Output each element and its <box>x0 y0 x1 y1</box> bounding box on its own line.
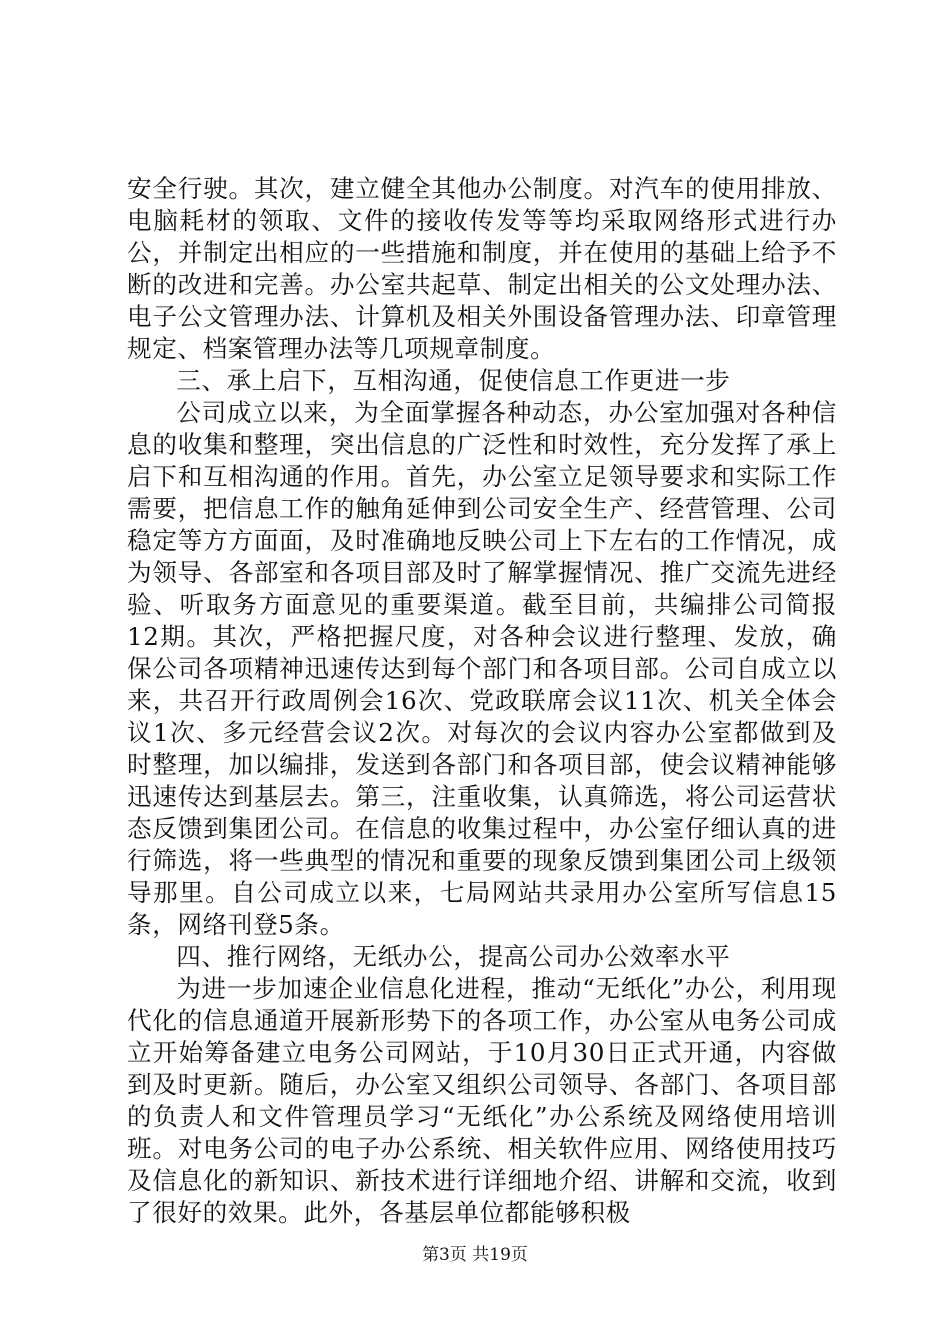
page-footer: 第3页 共19页 <box>422 1245 528 1265</box>
paragraph-information-work: 公司成立以来，为全面掌握各种动态，办公室加强对各种信息的收集和整理，突出信息的广泛性和时效性，充分发挥了承上启下和互相沟通的作用。首先，办公室立足领导要求和实际工作需要，把信息工作的触角延伸到公司安全生产、经营管理、公司稳定等方方面面，及时准确地反映公司上下左右的工作情况，成为领导、各部室和各项目部及时了解掌握情况、推广交流先进经验、听取务方面意见的重要渠道。截至目前，共编排公司简报12期。其次，严格把握尺度，对各种会议进行整理、发放，确保公司各项精神迅速传达到每个部门和各项目部。公司自成立以来，共召开行政周例会16次、党政联席会议11次、机关全体会议1次、多元经营会议2次。对每次的会议内容办公室都做到及时整理，加以编排，发送到各部门和各项目部，使会议精神能够迅速传达到基层去。第三，注重收集，认真筛选，将公司运营状态反馈到集团公司。在信息的收集过程中，办公室仔细认真的进行筛选，将一些典型的情况和重要的现象反馈到集团公司上级领导那里。自公司成立以来，七局网站共录用办公室所写信息15条，网络刊登5条。 <box>127 398 837 939</box>
section-heading-4: 四、推行网络，无纸办公，提高公司办公效率水平 <box>176 942 731 971</box>
section-heading-3: 三、承上启下，互相沟通，促使信息工作更进一步 <box>176 366 731 395</box>
paragraph-continuation: 安全行驶。其次，建立健全其他办公制度。对汽车的使用排放、电脑耗材的领取、文件的接收传发等等均采取网络形式进行办公，并制定出相应的一些措施和制度，并在使用的基础上给予不断的改进和完善。办公室共起草、制定出相关的公文处理办法、电子公文管理办法、计算机及相关外围设备管理办法、印章管理规定、档案管理办法等几项规章制度。 <box>127 174 837 363</box>
paragraph-paperless-office: 为进一步加速企业信息化进程，推动“无纸化”办公，利用现代化的信息通道开展新形势下的各项工作，办公室从电务公司成立开始筹备建立电务公司网站，于10月30日正式开通，内容做到及时更新。随后，办公室又组织公司领导、各部门、各项目部的负责人和文件管理员学习“无纸化”办公系统及网络使用培训班。对电务公司的电子办公系统、相关软件应用、网络使用技巧及信息化的新知识、新技术进行详细地介绍、讲解和交流，收到了很好的效果。此外，各基层单位都能够积极 <box>127 974 837 1227</box>
document-body <box>127 173 837 1229</box>
